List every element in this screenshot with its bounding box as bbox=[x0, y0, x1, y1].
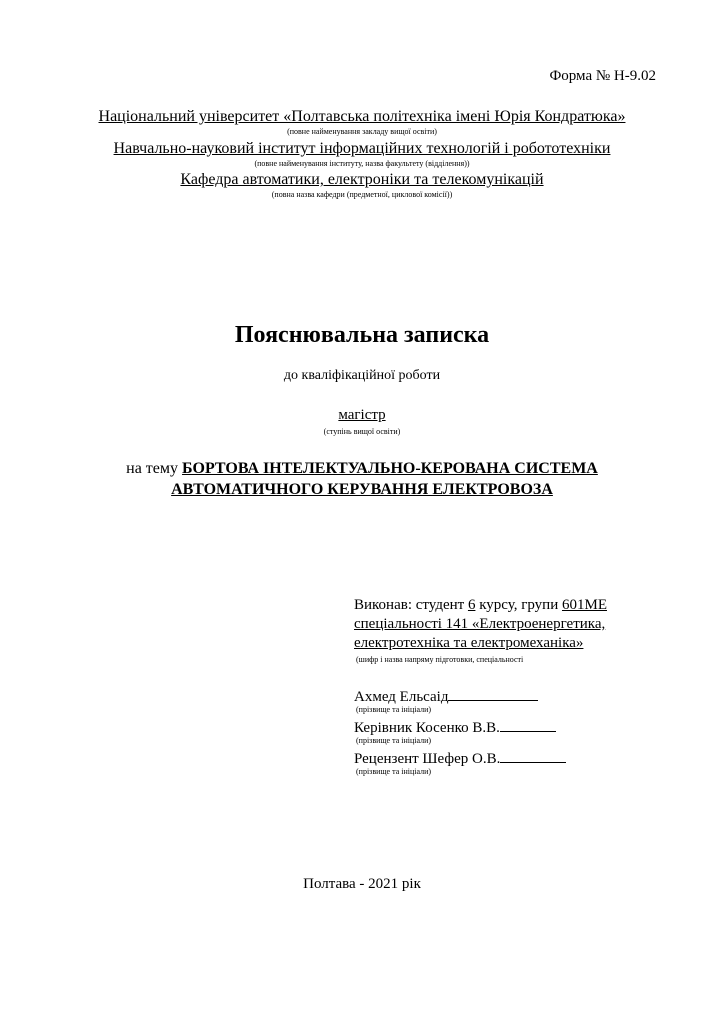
performer-line bbox=[354, 596, 607, 615]
student-signature bbox=[354, 686, 538, 706]
reviewer-signature bbox=[354, 748, 566, 768]
department-caption: (повна назва кафедри (предметної, циклової комісії)) bbox=[271, 190, 453, 199]
form-number: Форма № Н-9.02 bbox=[549, 68, 656, 84]
topic-title-line-2: АВТОМАТИЧНОГО КЕРУВАННЯ ЕЛЕКТРОВОЗА bbox=[171, 481, 553, 498]
city-year: Полтава - 2021 рік bbox=[303, 876, 421, 892]
university-caption: (повне найменування закладу вищої освіти) bbox=[287, 127, 437, 136]
signature-line bbox=[448, 686, 538, 701]
reviewer-name: Рецензент Шефер О.В. bbox=[354, 751, 501, 767]
specialty-line-2: електротехніка та електромеханіка» bbox=[354, 635, 584, 651]
signature-line bbox=[500, 717, 556, 732]
topic bbox=[0, 458, 724, 500]
performer-label: Виконав: студент bbox=[354, 597, 465, 613]
student-caption: (прізвище та ініціали) bbox=[356, 705, 432, 714]
group-value: 601МЕ bbox=[561, 597, 607, 613]
performer-block bbox=[354, 596, 607, 653]
student-name: Ахмед Ельсаід bbox=[354, 689, 449, 705]
degree: магістр bbox=[338, 407, 386, 423]
degree-caption: (ступінь вищої освіти) bbox=[323, 427, 401, 436]
specialty-caption: (шифр і назва напряму підготовки, спеціальності bbox=[356, 655, 524, 664]
institute-caption: (повне найменування інституту, назва факультету (відділення)) bbox=[254, 159, 470, 168]
topic-line-2 bbox=[0, 479, 724, 500]
supervisor-caption: (прізвище та ініціали) bbox=[356, 736, 432, 745]
topic-line-1 bbox=[0, 458, 724, 479]
course-word: курсу, групи bbox=[479, 597, 559, 613]
institute-name: Навчально-науковий інститут інформаційних технологій і робототехніки bbox=[113, 140, 611, 157]
specialty-line-1: спеціальності 141 «Електроенергетика, bbox=[354, 616, 606, 632]
signature-line bbox=[500, 748, 566, 763]
document-title: Пояснювальна записка bbox=[234, 322, 490, 348]
topic-prefix: на тему bbox=[126, 460, 179, 477]
document-subtitle: до кваліфікаційної роботи bbox=[283, 368, 441, 383]
supervisor-name: Керівник Косенко В.В. bbox=[354, 720, 500, 736]
department-name: Кафедра автоматики, електроніки та телекомунікацій bbox=[180, 171, 544, 188]
topic-title-line-1: БОРТОВА ІНТЕЛЕКТУАЛЬНО-КЕРОВАНА СИСТЕМА bbox=[182, 460, 598, 477]
university-name: Національний університет «Полтавська політехніка імені Юрія Кондратюка» bbox=[98, 108, 626, 125]
course-value: 6 bbox=[467, 597, 476, 613]
reviewer-caption: (прізвище та ініціали) bbox=[356, 767, 432, 776]
supervisor-signature bbox=[354, 717, 556, 737]
